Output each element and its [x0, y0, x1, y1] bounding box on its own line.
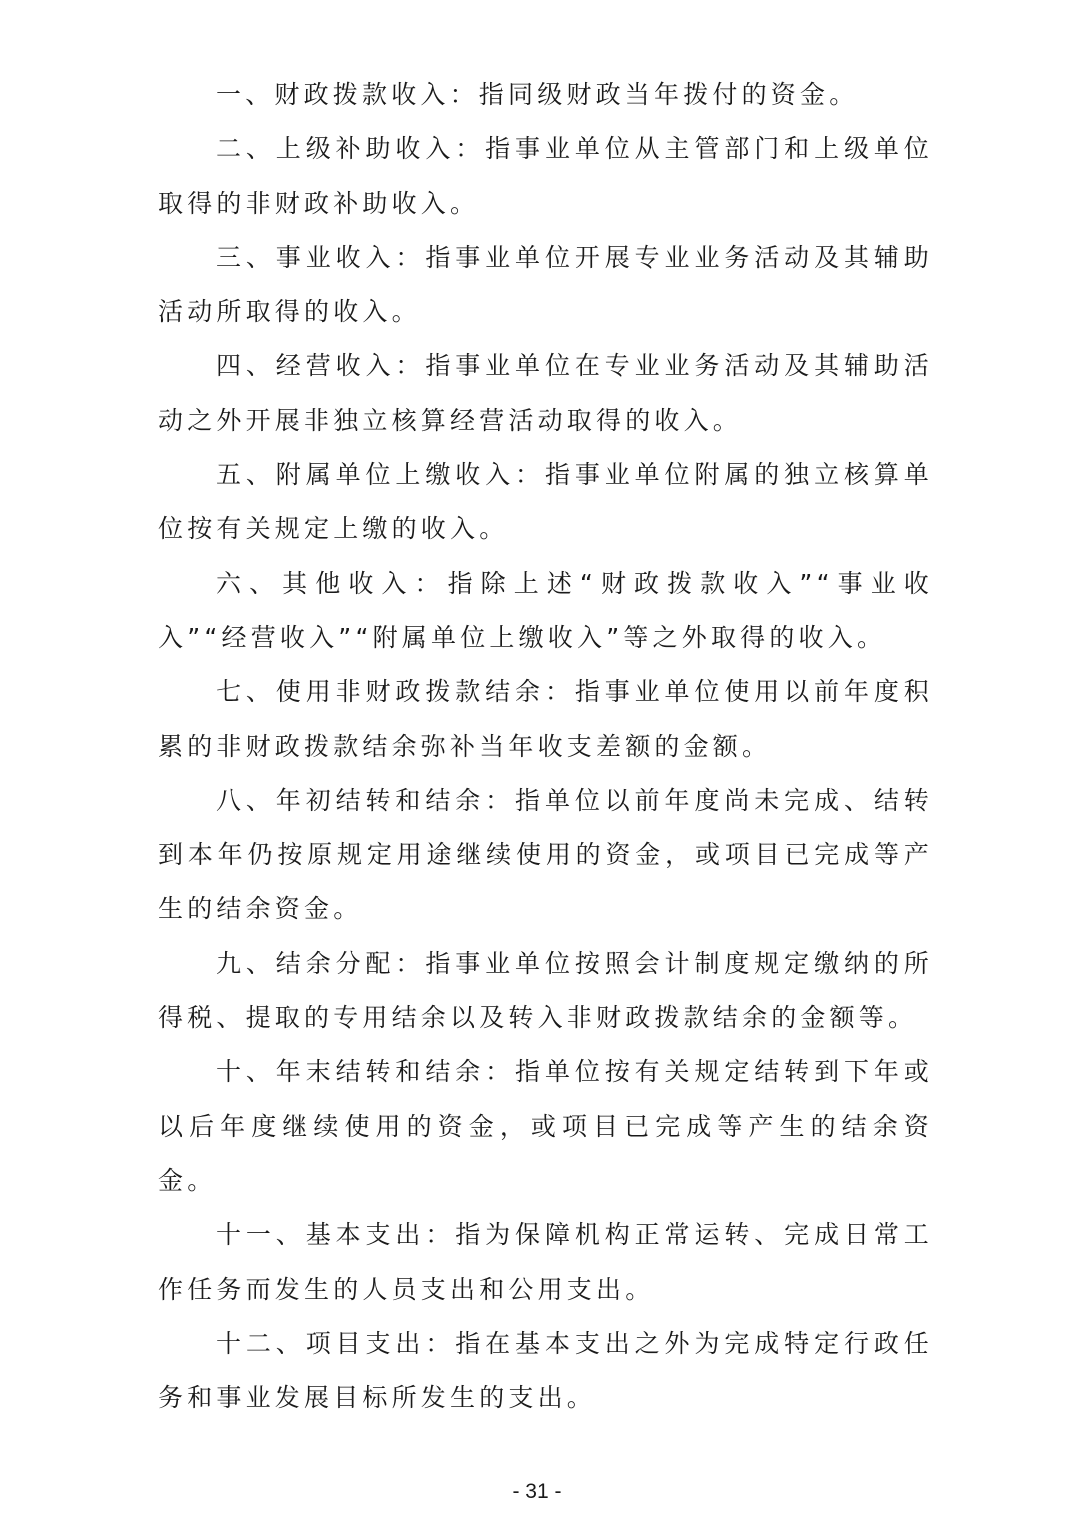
paragraph-business-income: 三、事业收入：指事业单位开展专业业务活动及其辅助活动所取得的收入。: [158, 242, 933, 327]
paragraph-superior-subsidy-income: 二、上级补助收入：指事业单位从主管部门和上级单位取得的非财政补助收入。: [158, 134, 933, 218]
paragraph-operating-income: 四、经营收入：指事业单位在专业业务活动及其辅助活动之外开展非独立核算经营活动取得的收入。: [158, 351, 933, 435]
paragraph-fiscal-appropriation-income: 一、财政拨款收入：指同级财政当年拨付的资金。: [216, 80, 859, 109]
page-number: - 31 -: [512, 1480, 562, 1503]
paragraph-balance-distribution: 九、结余分配：指事业单位按照会计制度规定缴纳的所得税、提取的专用结余以及转入非财政拨款结余的金额等。: [158, 948, 933, 1033]
paragraph-project-expenditure: 十二、项目支出：指在基本支出之外为完成特定行政任务和事业发展目标所发生的支出。: [158, 1328, 933, 1413]
document-body: [158, 68, 933, 1425]
paragraph-affiliate-remittance-income: 五、附属单位上缴收入：指事业单位附属的独立核算单位按有关规定上缴的收入。: [158, 460, 933, 544]
paragraph-basic-expenditure: 十一、基本支出：指为保障机构正常运转、完成日常工作任务而发生的人员支出和公用支出。: [158, 1220, 933, 1304]
paragraph-use-of-non-fiscal-balance: 七、使用非财政拨款结余：指事业单位使用以前年度积累的非财政拨款结余弥补当年收支差额的金额。: [158, 677, 933, 761]
paragraph-ending-carryover-balance: 十、年末结转和结余：指单位按有关规定结转到下年或以后年度继续使用的资金，或项目已完成等产生的结余资金。: [158, 1057, 933, 1195]
paragraph-other-income: 六、其他收入：指除上述“财政拨款收入”“事业收入”“经营收入”“附属单位上缴收入”等之外取得的收入。: [158, 568, 933, 652]
paragraph-beginning-carryover-balance: 八、年初结转和结余：指单位以前年度尚未完成、结转到本年仍按原规定用途继续使用的资金，或项目已完成等产生的结余资金。: [158, 785, 933, 924]
